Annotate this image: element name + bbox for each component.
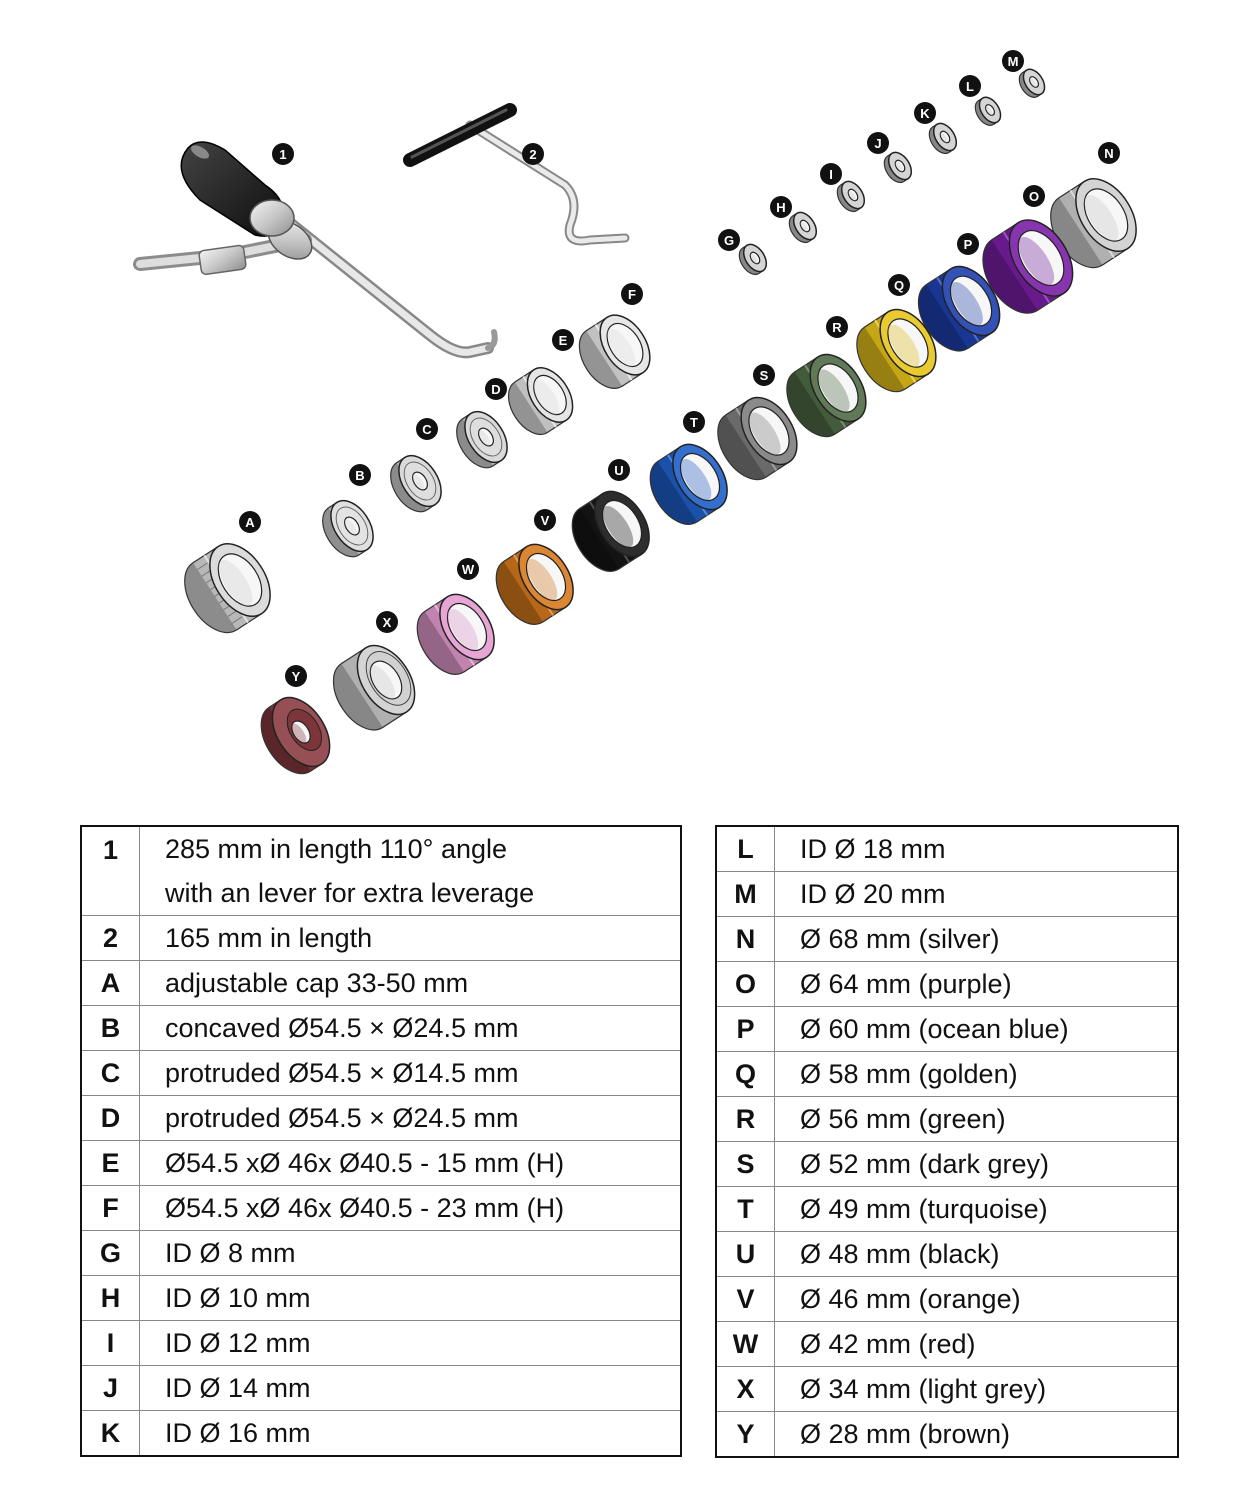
part-marker-m bbox=[1002, 50, 1024, 72]
part-marker-w bbox=[457, 558, 479, 580]
description-line: Ø 34 mm (light grey) bbox=[800, 1374, 1047, 1404]
part-marker-d bbox=[485, 378, 507, 400]
description-line: Ø 46 mm (orange) bbox=[800, 1284, 1021, 1314]
description-line: Ø 42 mm (red) bbox=[800, 1329, 976, 1359]
table-row bbox=[716, 1322, 1178, 1367]
part-c bbox=[382, 448, 450, 519]
part-marker-c bbox=[416, 418, 438, 440]
part-marker-label: D bbox=[491, 382, 501, 397]
tool-lever-1 bbox=[140, 142, 495, 352]
part-marker-l bbox=[959, 75, 981, 97]
part-marker-p bbox=[957, 233, 979, 255]
part-marker-s bbox=[753, 364, 775, 386]
part-description bbox=[775, 1097, 1179, 1142]
table-row bbox=[716, 826, 1178, 872]
description-line: Ø 60 mm (ocean blue) bbox=[800, 1014, 1069, 1044]
part-marker-label: W bbox=[461, 562, 475, 577]
table-row bbox=[716, 962, 1178, 1007]
part-marker-label: F bbox=[628, 287, 636, 302]
part-marker-y bbox=[285, 665, 307, 687]
description-line: ID Ø 18 mm bbox=[800, 834, 946, 864]
description-line: concaved Ø54.5 × Ø24.5 mm bbox=[165, 1013, 519, 1043]
table-row bbox=[81, 1006, 681, 1051]
part-d bbox=[448, 404, 516, 475]
part-key: M bbox=[716, 872, 775, 917]
tool-t-handle-2 bbox=[410, 110, 625, 241]
part-description bbox=[140, 1006, 682, 1051]
part-description bbox=[775, 917, 1179, 962]
part-description bbox=[775, 1367, 1179, 1412]
part-marker-label: B bbox=[355, 468, 365, 483]
description-line: 285 mm in length 110° angle bbox=[165, 834, 508, 864]
part-g bbox=[735, 240, 771, 278]
part-key: A bbox=[81, 961, 140, 1006]
part-marker-label: K bbox=[920, 106, 930, 121]
description-line: 165 mm in length bbox=[165, 923, 373, 953]
part-marker-t bbox=[683, 411, 705, 433]
part-description bbox=[775, 962, 1179, 1007]
part-v bbox=[485, 535, 584, 634]
part-key: E bbox=[81, 1141, 140, 1186]
part-key: R bbox=[716, 1097, 775, 1142]
part-key: I bbox=[81, 1321, 140, 1366]
part-description bbox=[775, 1322, 1179, 1367]
part-description bbox=[775, 826, 1179, 872]
part-key: D bbox=[81, 1096, 140, 1141]
part-marker-label: R bbox=[832, 320, 842, 335]
part-h bbox=[785, 208, 821, 246]
part-y bbox=[249, 687, 341, 784]
description-line: ID Ø 8 mm bbox=[165, 1238, 296, 1268]
part-key: 1 bbox=[81, 826, 140, 916]
part-j bbox=[880, 148, 916, 186]
table-row bbox=[81, 1186, 681, 1231]
part-marker-a bbox=[239, 511, 261, 533]
part-description bbox=[140, 1276, 682, 1321]
part-marker-label: L bbox=[966, 79, 974, 94]
part-key: C bbox=[81, 1051, 140, 1096]
part-e bbox=[499, 360, 582, 443]
part-description bbox=[775, 1142, 1179, 1187]
part-marker-label: O bbox=[1028, 189, 1040, 204]
part-marker-label: T bbox=[690, 415, 698, 430]
part-u bbox=[561, 482, 660, 581]
table-row bbox=[716, 1367, 1178, 1412]
table-row bbox=[716, 1232, 1178, 1277]
description-line: with an lever for extra leverage bbox=[165, 878, 535, 908]
part-key: Y bbox=[716, 1412, 775, 1458]
part-a bbox=[172, 533, 282, 643]
part-marker-b bbox=[349, 464, 371, 486]
part-marker-label: A bbox=[245, 515, 255, 530]
table-row bbox=[81, 1321, 681, 1366]
description-line: ID Ø 12 mm bbox=[165, 1328, 311, 1358]
table-row bbox=[716, 1007, 1178, 1052]
table-row bbox=[81, 961, 681, 1006]
table-row bbox=[716, 1277, 1178, 1322]
part-marker-label: 2 bbox=[529, 147, 537, 162]
part-key: W bbox=[716, 1322, 775, 1367]
part-marker-label: Q bbox=[893, 278, 905, 293]
part-marker-h bbox=[770, 196, 792, 218]
part-key: P bbox=[716, 1007, 775, 1052]
part-marker-label: N bbox=[1104, 146, 1114, 161]
table-row bbox=[716, 872, 1178, 917]
table-row bbox=[81, 1411, 681, 1457]
part-marker-label: Y bbox=[291, 669, 301, 684]
part-description bbox=[775, 1277, 1179, 1322]
description-line: ID Ø 16 mm bbox=[165, 1418, 311, 1448]
parts-table-left bbox=[80, 825, 682, 1457]
parts-table-right bbox=[715, 825, 1179, 1458]
part-marker-i bbox=[820, 163, 842, 185]
part-key: K bbox=[81, 1411, 140, 1457]
part-description bbox=[140, 1411, 682, 1457]
part-description bbox=[140, 916, 682, 961]
table-row bbox=[81, 1141, 681, 1186]
part-marker-label: V bbox=[540, 513, 550, 528]
description-line: protruded Ø54.5 × Ø24.5 mm bbox=[165, 1103, 519, 1133]
description-line: ID Ø 14 mm bbox=[165, 1373, 311, 1403]
description-line: ID Ø 10 mm bbox=[165, 1283, 311, 1313]
part-key: G bbox=[81, 1231, 140, 1276]
table-row bbox=[716, 1412, 1178, 1458]
part-marker-label: H bbox=[776, 200, 786, 215]
description-line: Ø 64 mm (purple) bbox=[800, 969, 1012, 999]
part-marker-label: I bbox=[829, 167, 833, 182]
part-description bbox=[140, 961, 682, 1006]
part-description bbox=[775, 1007, 1179, 1052]
part-marker-v bbox=[534, 509, 556, 531]
part-marker-u bbox=[608, 459, 630, 481]
part-marker-j bbox=[867, 132, 889, 154]
table-row bbox=[81, 826, 681, 916]
part-marker-e bbox=[552, 329, 574, 351]
description-line: Ø 58 mm (golden) bbox=[800, 1059, 1018, 1089]
part-marker-k bbox=[914, 102, 936, 124]
part-key: U bbox=[716, 1232, 775, 1277]
part-key: F bbox=[81, 1186, 140, 1231]
table-row bbox=[716, 1187, 1178, 1232]
part-description bbox=[140, 1366, 682, 1411]
description-line: Ø 52 mm (dark grey) bbox=[800, 1149, 1050, 1179]
table-row bbox=[81, 1276, 681, 1321]
part-key: X bbox=[716, 1367, 775, 1412]
part-marker-label: P bbox=[963, 237, 973, 252]
part-l bbox=[971, 94, 1005, 130]
part-description bbox=[775, 872, 1179, 917]
part-marker-label: 1 bbox=[279, 147, 287, 162]
part-k bbox=[925, 119, 961, 157]
part-marker-1 bbox=[272, 143, 294, 165]
description-line: Ø 68 mm (silver) bbox=[800, 924, 1000, 954]
description-line: Ø54.5 xØ 46x Ø40.5 - 23 mm (H) bbox=[165, 1193, 565, 1223]
table-row bbox=[81, 1051, 681, 1096]
table-row bbox=[716, 1052, 1178, 1097]
part-description bbox=[775, 1412, 1179, 1458]
part-key: H bbox=[81, 1276, 140, 1321]
table-row bbox=[716, 1142, 1178, 1187]
part-marker-label: J bbox=[874, 136, 882, 151]
description-line: protruded Ø54.5 × Ø14.5 mm bbox=[165, 1058, 519, 1088]
part-m bbox=[1015, 66, 1049, 102]
description-line: Ø 49 mm (turquoise) bbox=[800, 1194, 1048, 1224]
part-description bbox=[140, 826, 682, 916]
part-marker-f bbox=[621, 283, 643, 305]
part-description bbox=[140, 1141, 682, 1186]
part-description bbox=[775, 1232, 1179, 1277]
table-row bbox=[716, 917, 1178, 962]
part-marker-q bbox=[888, 274, 910, 296]
part-description bbox=[140, 1321, 682, 1366]
part-key: J bbox=[81, 1366, 140, 1411]
description-line: ID Ø 20 mm bbox=[800, 879, 946, 909]
table-row bbox=[81, 916, 681, 961]
part-marker-label: S bbox=[759, 368, 769, 383]
description-line: Ø 56 mm (green) bbox=[800, 1104, 1006, 1134]
part-marker-g bbox=[718, 229, 740, 251]
description-line: Ø 48 mm (black) bbox=[800, 1239, 1000, 1269]
part-description bbox=[775, 1052, 1179, 1097]
part-b bbox=[314, 493, 382, 564]
part-description bbox=[140, 1231, 682, 1276]
part-f bbox=[569, 306, 660, 397]
description-line: Ø54.5 xØ 46x Ø40.5 - 15 mm (H) bbox=[165, 1148, 565, 1178]
part-key: V bbox=[716, 1277, 775, 1322]
part-key: B bbox=[81, 1006, 140, 1051]
part-i bbox=[833, 177, 869, 215]
part-marker-n bbox=[1098, 142, 1120, 164]
part-key: O bbox=[716, 962, 775, 1007]
part-description bbox=[140, 1096, 682, 1141]
part-marker-o bbox=[1023, 185, 1045, 207]
part-description bbox=[775, 1187, 1179, 1232]
part-marker-x bbox=[376, 611, 398, 633]
part-key: T bbox=[716, 1187, 775, 1232]
table-row bbox=[716, 1097, 1178, 1142]
part-marker-2 bbox=[522, 143, 544, 165]
part-x bbox=[322, 635, 427, 740]
part-description bbox=[140, 1051, 682, 1096]
part-marker-label: M bbox=[1007, 54, 1019, 69]
part-marker-label: U bbox=[614, 463, 624, 478]
part-description bbox=[140, 1186, 682, 1231]
description-line: Ø 28 mm (brown) bbox=[800, 1419, 1011, 1449]
part-key: 2 bbox=[81, 916, 140, 961]
description-line: adjustable cap 33-50 mm bbox=[165, 968, 469, 998]
part-key: Q bbox=[716, 1052, 775, 1097]
table-row bbox=[81, 1096, 681, 1141]
part-marker-label: E bbox=[558, 333, 568, 348]
table-row bbox=[81, 1366, 681, 1411]
part-key: L bbox=[716, 826, 775, 872]
part-marker-label: G bbox=[723, 233, 735, 248]
part-key: S bbox=[716, 1142, 775, 1187]
part-marker-r bbox=[826, 316, 848, 338]
part-marker-label: C bbox=[422, 422, 432, 437]
table-row bbox=[81, 1231, 681, 1276]
part-marker-label: X bbox=[382, 615, 392, 630]
part-w bbox=[406, 585, 505, 684]
part-key: N bbox=[716, 917, 775, 962]
